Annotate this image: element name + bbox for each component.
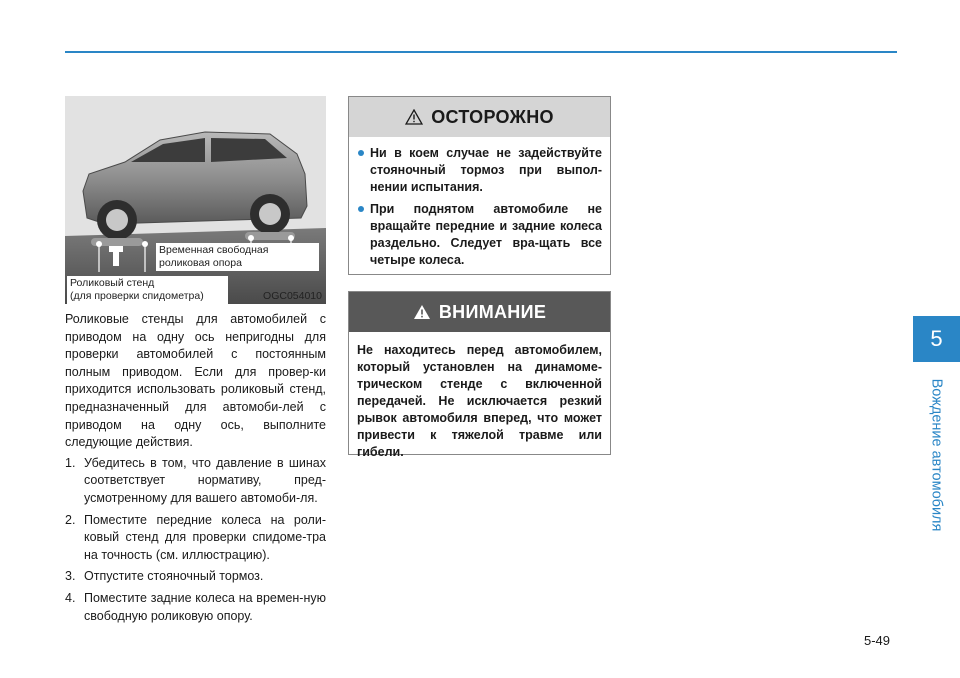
warning-title: ОСТОРОЖНО xyxy=(431,106,554,127)
list-item: 2. Поместите передние колеса на роли-ковый стенд для проверки спидоме-тра на точность (см. иллюстрацию). xyxy=(65,512,326,562)
warning-box xyxy=(348,96,611,275)
chapter-number: 5 xyxy=(930,326,943,351)
list-item: Ни в коем случае не задействуйте стояночный тормоз при выпол-нении испытания. xyxy=(357,145,602,196)
suv-on-dynamometer-drawing xyxy=(65,96,326,304)
dynamometer-illustration xyxy=(65,96,326,304)
list-item: 3. Отпустите стояночный тормоз. xyxy=(65,569,264,584)
caution-text: Не находитесь перед автомобилем, который установлен на динамоме-трическом стенде с включенной передачей. Не исключается резкий рывок автомобиля вперед, что может привести к тяжелой травме или гибели. xyxy=(357,343,602,459)
warning-header xyxy=(349,97,610,137)
list-item: 1. Убедитесь в том, что давление в шинах соответствует нормативу, пред-усмотренному для вашего автомоби-ля. xyxy=(65,455,326,505)
chapter-title-sidebar xyxy=(912,370,960,540)
caution-title: ВНИМАНИЕ xyxy=(438,301,547,322)
bullet-icon xyxy=(358,150,364,156)
main-text xyxy=(65,311,326,629)
caution-header xyxy=(349,292,610,332)
caution-box xyxy=(348,291,611,459)
label-dynamometer: Роликовый стенд (для проверки спидометра) xyxy=(67,276,228,304)
chapter-number-tab[interactable] xyxy=(913,316,960,362)
chapter-title: Вождение автомобиля xyxy=(928,378,944,532)
header-rule xyxy=(65,51,897,53)
intro-paragraph: Роликовые стенды для автомобилей с приводом на одну ось непригодны для проверки автомобилей с постоянным полным приводом. Если для провер-ки приходится использовать роликовый стенд, предназначенный для автомоби-лей с приводом на одну ось, выполните следующие действия. xyxy=(65,312,326,450)
bullet-icon xyxy=(358,206,364,212)
figure-code: OGC054010 xyxy=(263,290,322,302)
list-item: 4. Поместите задние колеса на времен-ную свободную роликовую опору. xyxy=(65,590,326,623)
caution-body xyxy=(349,332,610,461)
label-temporary-roller: Временная свободная роликовая опора xyxy=(156,243,319,271)
page-number: 5-49 xyxy=(864,633,891,648)
warning-body xyxy=(349,137,610,269)
warning-triangle-icon xyxy=(405,109,423,125)
caution-triangle-icon xyxy=(413,304,431,320)
steps-list xyxy=(65,455,326,625)
list-item: При поднятом автомобиле не вращайте передние и задние колеса раздельно. Следует вра-щать все четыре колеса. xyxy=(357,201,602,269)
